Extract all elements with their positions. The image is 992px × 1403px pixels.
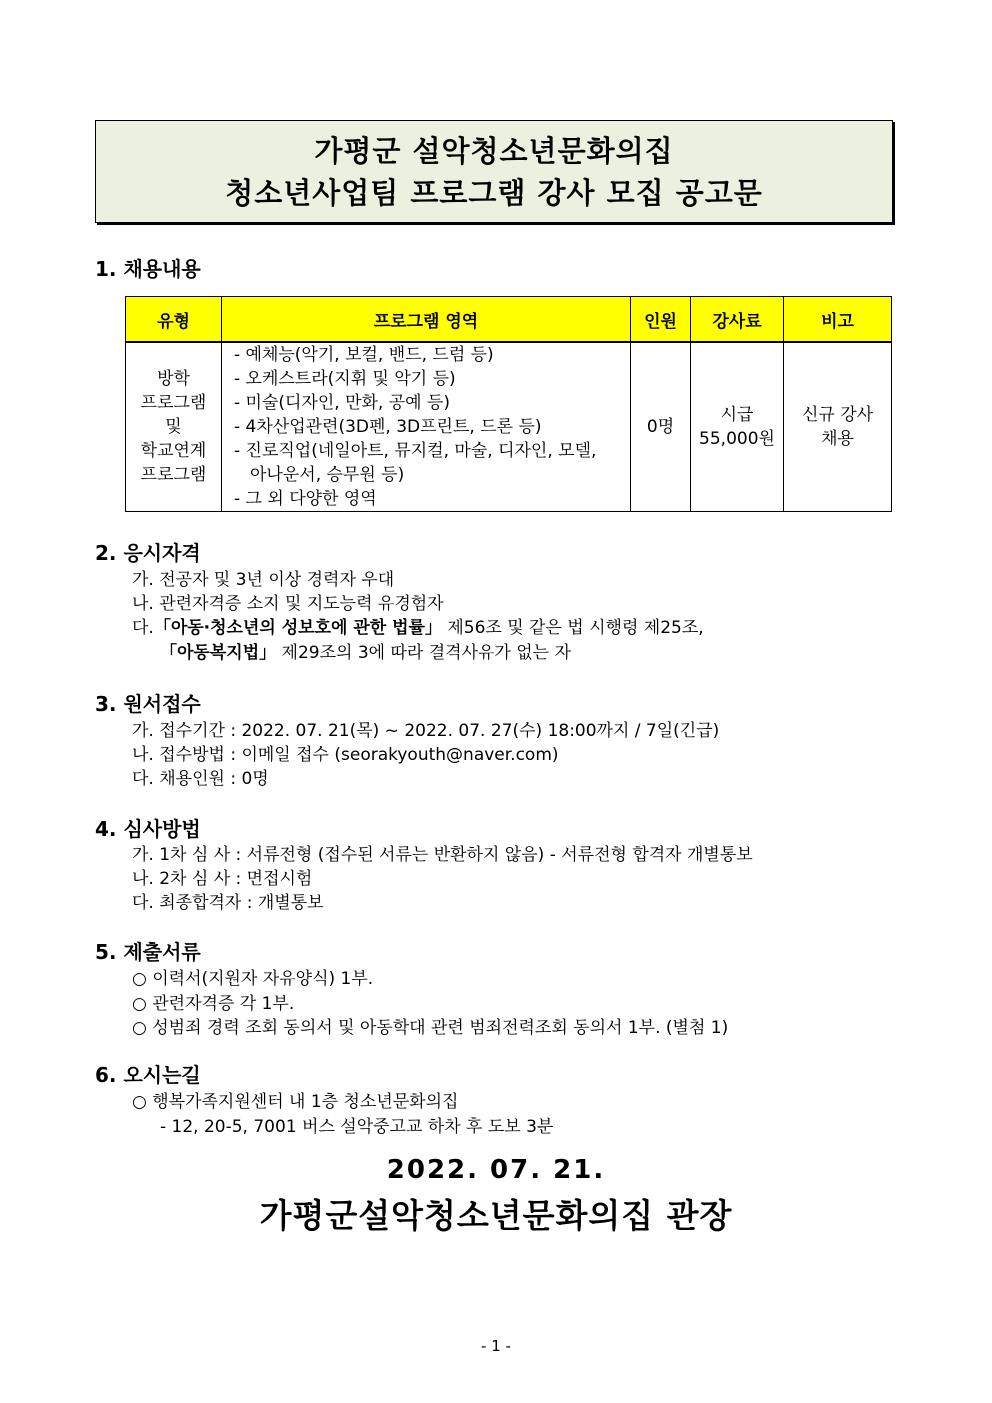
area-item: 아나운서, 승무원 등): [250, 465, 405, 485]
header-type: 유형: [126, 297, 222, 343]
note-line2: 채용: [821, 429, 854, 449]
section3-heading: 3. 원서접수: [95, 692, 201, 716]
section5-heading: 5. 제출서류: [95, 940, 201, 964]
header-area: 프로그램 영역: [222, 297, 631, 343]
area-item: - 진로직업(네일아트, 뮤지컬, 마술, 디자인, 모델,: [234, 441, 597, 461]
screening-item: 나. 2차 심 사 : 면접시험: [132, 869, 313, 889]
title-box: [95, 120, 893, 223]
header-note: 비고: [784, 297, 892, 343]
table-header-row: [126, 297, 892, 343]
type-line: 프로그램: [140, 393, 207, 413]
document-item: ○ 이력서(지원자 자유양식) 1부.: [132, 969, 374, 989]
section2-heading: 2. 응시자격: [95, 541, 201, 565]
area-item: - 오케스트라(지휘 및 악기 등): [234, 369, 456, 389]
section1-heading: 1. 채용내용: [95, 257, 201, 281]
recruitment-table: [125, 296, 892, 512]
qualification-prefix: 다.: [132, 618, 154, 638]
header-count: 인원: [631, 297, 691, 343]
cell-count: 0명: [631, 342, 691, 512]
area-item: - 4차산업관련(3D펜, 3D프린트, 드론 등): [234, 417, 542, 437]
screening-item: 다. 최종합격자 : 개별통보: [132, 893, 324, 913]
directions-item: - 12, 20-5, 7001 버스 설악중고교 하차 후 도보 3분: [160, 1117, 554, 1137]
cell-area: [222, 342, 631, 512]
document-item: ○ 관련자격증 각 1부.: [132, 994, 295, 1014]
cell-fee: [691, 342, 784, 512]
document-title-line2: 청소년사업팀 프로그램 강사 모집 공고문: [225, 175, 763, 210]
application-item: 나. 접수방법 : 이메일 접수 (seorakyouth@naver.com): [132, 745, 559, 765]
document-title-line1: 가평군 설악청소년문화의집: [314, 133, 674, 168]
application-item: 가. 접수기간 : 2022. 07. 21(목) ~ 2022. 07. 27(수) 18:00까지 / 7일(긴급): [132, 721, 720, 741]
type-line: 학교연계: [140, 441, 207, 461]
application-item: 다. 채용인원 : 0명: [132, 769, 269, 789]
qualification-item: 가. 전공자 및 3년 이상 경력자 우대: [132, 570, 395, 590]
announcement-date: 2022. 07. 21.: [386, 1155, 606, 1185]
issuer-signature: 가평군설악청소년문화의집 관장: [259, 1196, 733, 1235]
cell-type: [126, 342, 222, 512]
fee-line2: 55,000원: [699, 429, 775, 449]
header-fee: 강사료: [691, 297, 784, 343]
qualification-text: 제56조 및 같은 법 시행령 제25조,: [441, 618, 704, 638]
section6-heading: 6. 오시는길: [95, 1063, 201, 1087]
area-item: - 예체능(악기, 보컬, 밴드, 드럼 등): [234, 345, 494, 365]
qualification-item-cont: [160, 638, 571, 663]
area-item: - 미술(디자인, 만화, 공예 등): [234, 393, 451, 413]
page-number: - 1 -: [481, 1337, 511, 1355]
area-item: - 그 외 다양한 영역: [234, 489, 377, 509]
type-line: 프로그램: [140, 465, 207, 485]
section4-heading: 4. 심사방법: [95, 817, 201, 841]
law-name: 「아동·청소년의 성보호에 관한 법률」: [153, 618, 442, 638]
screening-item: 가. 1차 심 사 : 서류전형 (접수된 서류는 반환하지 않음) - 서류전형 합격자 개별통보: [132, 845, 753, 865]
table-row: [126, 342, 892, 512]
directions-item: ○ 행복가족지원센터 내 1층 청소년문화의집: [132, 1092, 459, 1112]
note-line1: 신규 강사: [801, 405, 874, 425]
type-line: 및: [165, 417, 182, 437]
law-name: 「아동복지법」: [160, 643, 277, 663]
qualification-text: 제29조의 3에 따라 결격사유가 없는 자: [276, 643, 571, 663]
fee-line1: 시급: [720, 405, 754, 425]
type-line: 방학: [157, 369, 190, 389]
qualification-item: [132, 613, 704, 638]
qualification-item: 나. 관련자격증 소지 및 지도능력 유경험자: [132, 594, 444, 614]
document-item: ○ 성범죄 경력 조회 동의서 및 아동학대 관련 범죄전력조회 동의서 1부. (별첨 1): [132, 1018, 729, 1038]
cell-note: [784, 342, 892, 512]
